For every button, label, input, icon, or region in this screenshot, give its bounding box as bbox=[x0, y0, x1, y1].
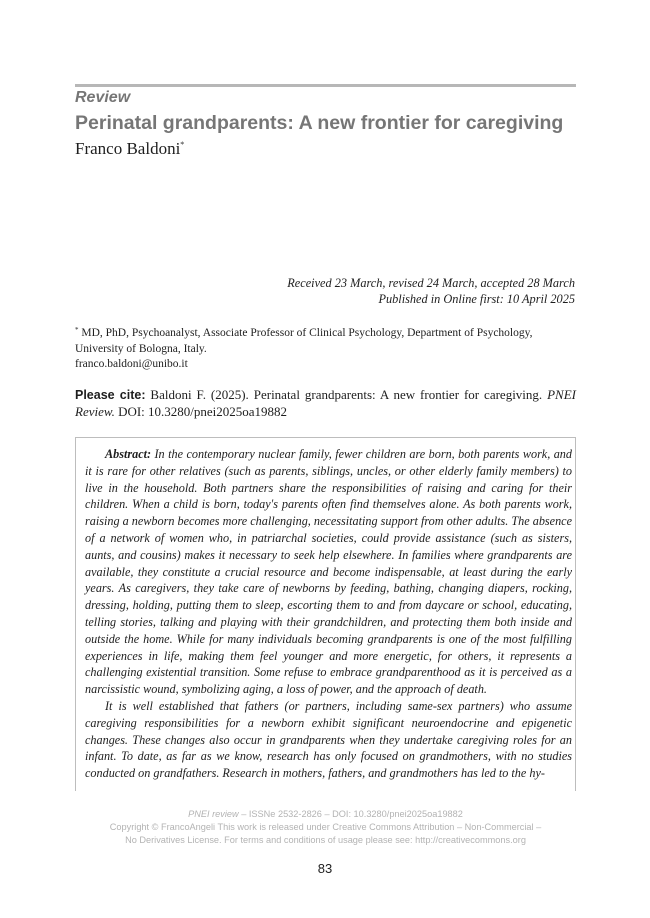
abstract-paragraph-1 bbox=[85, 446, 572, 698]
affiliation-text: MD, PhD, Psychoanalyst, Associate Professor of Clinical Psychology, Department of Psychology, University of Bologna, Italy. bbox=[75, 327, 533, 355]
footer-copyright-1: Copyright © FrancoAngeli This work is released under Creative Commons Attribution – Non-Commercial – bbox=[109, 822, 542, 832]
author-line bbox=[75, 139, 184, 159]
author-email: franco.baldoni@unibo.it bbox=[75, 358, 188, 370]
abstract-label: Abstract: bbox=[105, 447, 152, 461]
citation-block bbox=[75, 387, 576, 420]
header-rule bbox=[75, 84, 576, 87]
cite-journal: PNEI Review. bbox=[75, 387, 576, 419]
footer-copyright-2: No Derivatives License. For terms and conditions of usage please see: http://creativecommons.org bbox=[125, 835, 526, 845]
footer-issn-line bbox=[75, 808, 576, 821]
cite-doi: DOI: 10.3280/pnei2025oa19882 bbox=[118, 403, 288, 419]
footer-issn: – ISSNe 2532-2826 – DOI: 10.3280/pnei2025oa19882 bbox=[238, 809, 463, 819]
section-label: Review bbox=[75, 89, 131, 106]
author-name: Franco Baldoni bbox=[75, 139, 181, 158]
author-footnote-mark: * bbox=[180, 140, 185, 149]
author-affiliation bbox=[75, 323, 576, 373]
abstract-text-1: In the contemporary nuclear family, fewer children are born, both parents work, and it is rare for other relatives (such as parents, siblings, uncles, or other elderly family members) to live in the household. Both partners share the responsibilities of raising and caring for their children. When a child is born, today's parents often find themselves alone. As both parents work, raising a newborn becomes more challenging, necessitating support from other adults. The absence of a network of women who, in patriarchal societies, could provide assistance (such as sisters, aunts, and cousins) makes it necessary to seek help elsewhere. In families where grandparents are available, they constitute a crucial resource and become indispensable, at least during the early years. As caregivers, they take care of newborns by feeding, bathing, changing diapers, rocking, dressing, holding, putting them to sleep, escorting them to and from daycare or school, educating, telling stories, talking and playing with their grandchildren, and protecting them both inside and outside the home. While for many individuals becoming grandparents is one of the most fulfilling experiences in life, making them feel younger and more energetic, for others, it represents a challenging existential transition. Some refuse to embrace grandparenthood as it is perceived as a narcissistic wound, symbolizing aging, a loss of power, and the approach of death. bbox=[85, 447, 572, 697]
article-title: Perinatal grandparents: A new frontier for caregiving bbox=[75, 112, 564, 134]
affiliation-mark: * bbox=[75, 326, 79, 334]
page-footer bbox=[75, 808, 576, 847]
page-number: 83 bbox=[317, 861, 333, 876]
publication-dates bbox=[287, 275, 575, 307]
published-date: Published in Online first: 10 April 2025 bbox=[378, 292, 575, 306]
cite-label: Please cite: bbox=[75, 388, 146, 402]
received-dates: Received 23 March, revised 24 March, accepted 28 March bbox=[287, 276, 575, 290]
abstract-box bbox=[75, 437, 576, 791]
footer-journal: PNEI review bbox=[188, 809, 239, 819]
cite-text: Baldoni F. (2025). Perinatal grandparents: A new frontier for caregiving. bbox=[150, 387, 543, 402]
abstract-paragraph-2: It is well established that fathers (or partners, including same-sex partners) who assume caregiving responsibilities for a newborn exhibit significant neuroendocrine and epigenetic changes. These changes also occur in grandparents when they undertake caregiving roles for an infant. To date, as far as we know, research has only focused on grandmothers, with no studies conducted on grandfathers. Research in mothers, fathers, and grandmothers has led to the hy- bbox=[85, 698, 572, 781]
